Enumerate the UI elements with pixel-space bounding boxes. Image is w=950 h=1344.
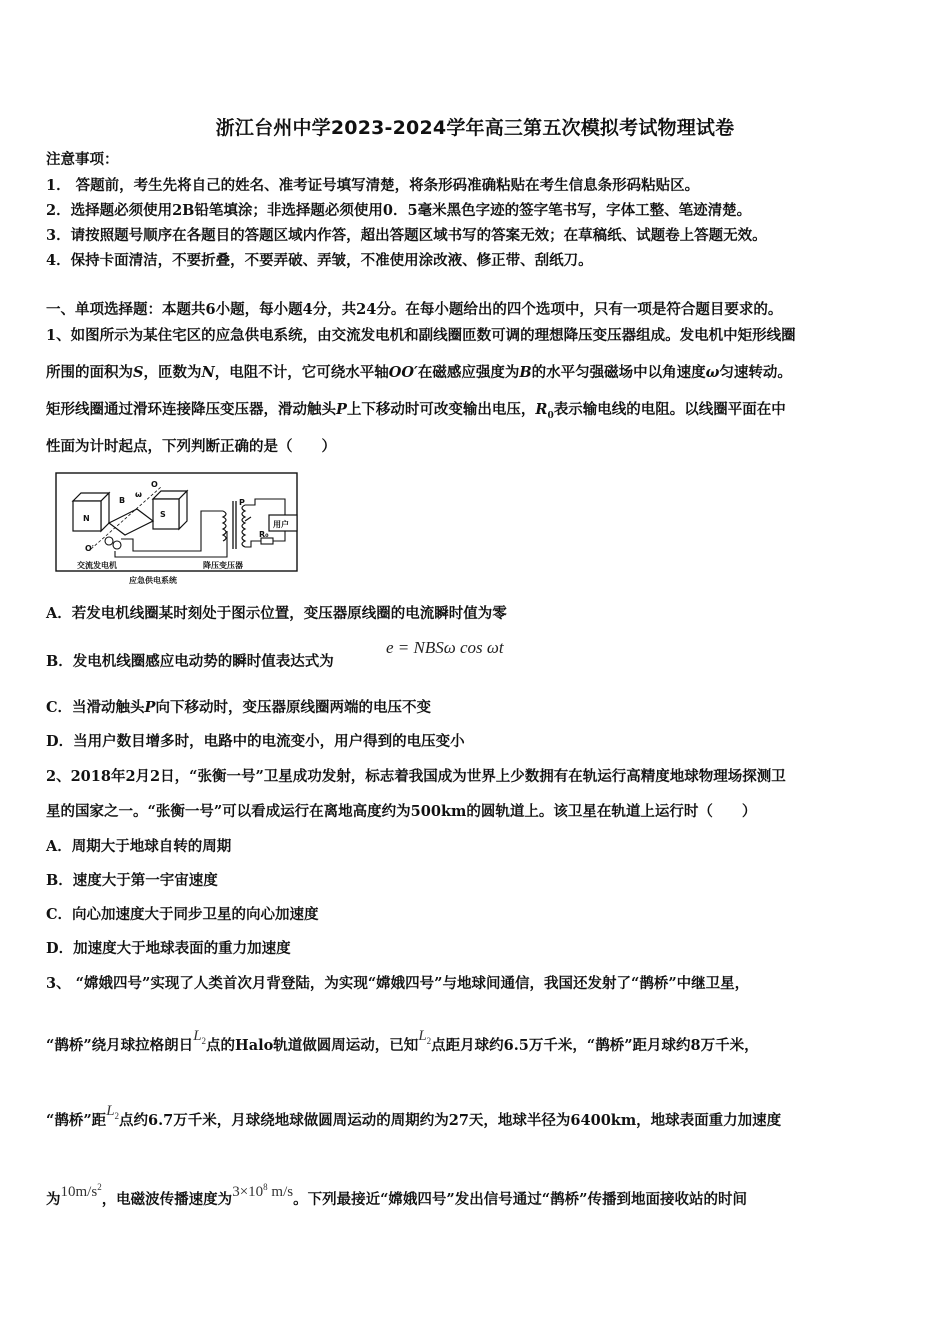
q3-stem-line-4: 为$10m/s^2$，电磁波传播速度为$3\times 10^8$ m/s。下列最接近“嫦娥四号”发出信号通过“鹊桥”传播到地面接收站的时间 <box>46 1182 747 1208</box>
note-item-3: 3．请按照题号顺序在各题目的答题区域内作答，超出答题区域书写的答案无效；在草稿纸、试题卷上答题无效。 <box>46 227 767 244</box>
label-p: P <box>239 498 245 507</box>
generator-caption: 交流发电机 <box>77 561 117 570</box>
page-title: 浙江台州中学2023-2024学年高三第五次模拟考试物理试卷 <box>215 117 735 139</box>
magnet-s-label: S <box>160 510 166 519</box>
q2-stem-line-2: 星的国家之一。“张衡一号”可以看成运行在离地高度约为500km的圆轨道上。该卫星在轨道上运行时（ ） <box>46 803 757 820</box>
note-item-4: 4．保持卡面清洁，不要折叠，不要弄破、弄皱，不准使用涂改液、修正带、刮纸刀。 <box>46 252 593 269</box>
note-item-1: 1． 答题前，考生先将自己的姓名、准考证号填写清楚，将条形码准确粘贴在考生信息条形码粘贴区。 <box>46 177 700 194</box>
q1-option-c[interactable]: C．当滑动触头P向下移动时，变压器原线圈两端的电压不变 <box>46 699 431 716</box>
label-o-prime: O′ <box>85 544 94 553</box>
q2-stem-line-1: 2、2018年2月2日，“张衡一号”卫星成功发射，标志着我国成为世界上少数拥有在轨运行高精度地球物理场探测卫 <box>46 768 786 785</box>
transformer-caption: 降压变压器 <box>203 561 243 570</box>
q1-stem-line-1: 1、如图所示为某住宅区的应急供电系统，由交流发电机和副线圈匝数可调的理想降压变压器组成。发电机中矩形线圈 <box>46 327 796 344</box>
magnet-s <box>153 491 187 529</box>
circuit-diagram <box>55 471 300 589</box>
magnet-n <box>73 493 109 531</box>
q3-stem-line-2: “鹊桥”绕月球拉格朗日$L_2$点的Halo轨道做圆周运动，已知$L_2$点距月球约6.5万千米，“鹊桥”距月球约8万千米， <box>46 1028 759 1054</box>
notes-heading: 注意事项： <box>46 151 119 168</box>
q3-stem-line-1: 3、 “嫦娥四号”实现了人类首次月背登陆，为实现“嫦娥四号”与地球间通信，我国还发射了“鹊桥”中继卫星， <box>46 975 750 992</box>
q1-option-d[interactable]: D．当用户数目增多时，电路中的电流变小，用户得到的电压变小 <box>46 733 465 750</box>
q1-stem-line-2: 所围的面积为S，匝数为N，电阻不计，它可绕水平轴OO′在磁感应强度为B的水平匀强磁场中以角速度ω匀速转动。 <box>46 364 792 381</box>
label-omega: ω <box>135 490 142 499</box>
q1-option-b-formula: e = NBSω cos ωt <box>386 638 504 657</box>
note-item-2: 2．选择题必须使用2B铅笔填涂；非选择题必须使用0．5毫米黑色字迹的签字笔书写，字体工整、笔迹清楚。 <box>46 202 752 219</box>
label-b: B <box>119 496 126 505</box>
q2-option-b[interactable]: B．速度大于第一宇宙速度 <box>46 872 218 889</box>
primary-coil <box>223 511 226 541</box>
q1-stem-line-4: 性面为计时起点，下列判断正确的是（ ） <box>46 438 336 455</box>
q3-stem-line-3: “鹊桥”距$L_2$点约6.7万千米，月球绕地球做圆周运动的周期约为27天，地球半径为6400km，地球表面重力加速度 <box>46 1103 782 1129</box>
user-box-label: 用户 <box>273 520 289 529</box>
q1-stem-line-3: 矩形线圈通过滑环连接降压变压器，滑动触头P上下移动时可改变输出电压，$R_0$表示输电线的电阻。以线圈平面在中 <box>46 401 786 421</box>
q2-option-c[interactable]: C．向心加速度大于同步卫星的向心加速度 <box>46 906 319 923</box>
system-caption: 应急供电系统 <box>129 576 177 585</box>
q1-option-b[interactable]: B．发电机线圈感应电动势的瞬时值表达式为 <box>46 653 334 670</box>
q2-option-a[interactable]: A．周期大于地球自转的周期 <box>46 838 232 855</box>
q1-option-a[interactable]: A．若发电机线圈某时刻处于图示位置，变压器原线圈的电流瞬时值为零 <box>46 605 507 622</box>
power-system-figure <box>55 471 300 593</box>
label-o: O <box>151 480 158 489</box>
magnet-n-label: N <box>83 514 90 523</box>
coil <box>109 509 153 535</box>
section-heading: 一、单项选择题：本题共6小题，每小题4分，共24分。在每小题给出的四个选项中，只有一项是符合题目要求的。 <box>46 301 783 318</box>
label-r0: R₀ <box>259 530 269 539</box>
q2-option-d[interactable]: D．加速度大于地球表面的重力加速度 <box>46 940 291 957</box>
secondary-coil <box>242 505 245 547</box>
